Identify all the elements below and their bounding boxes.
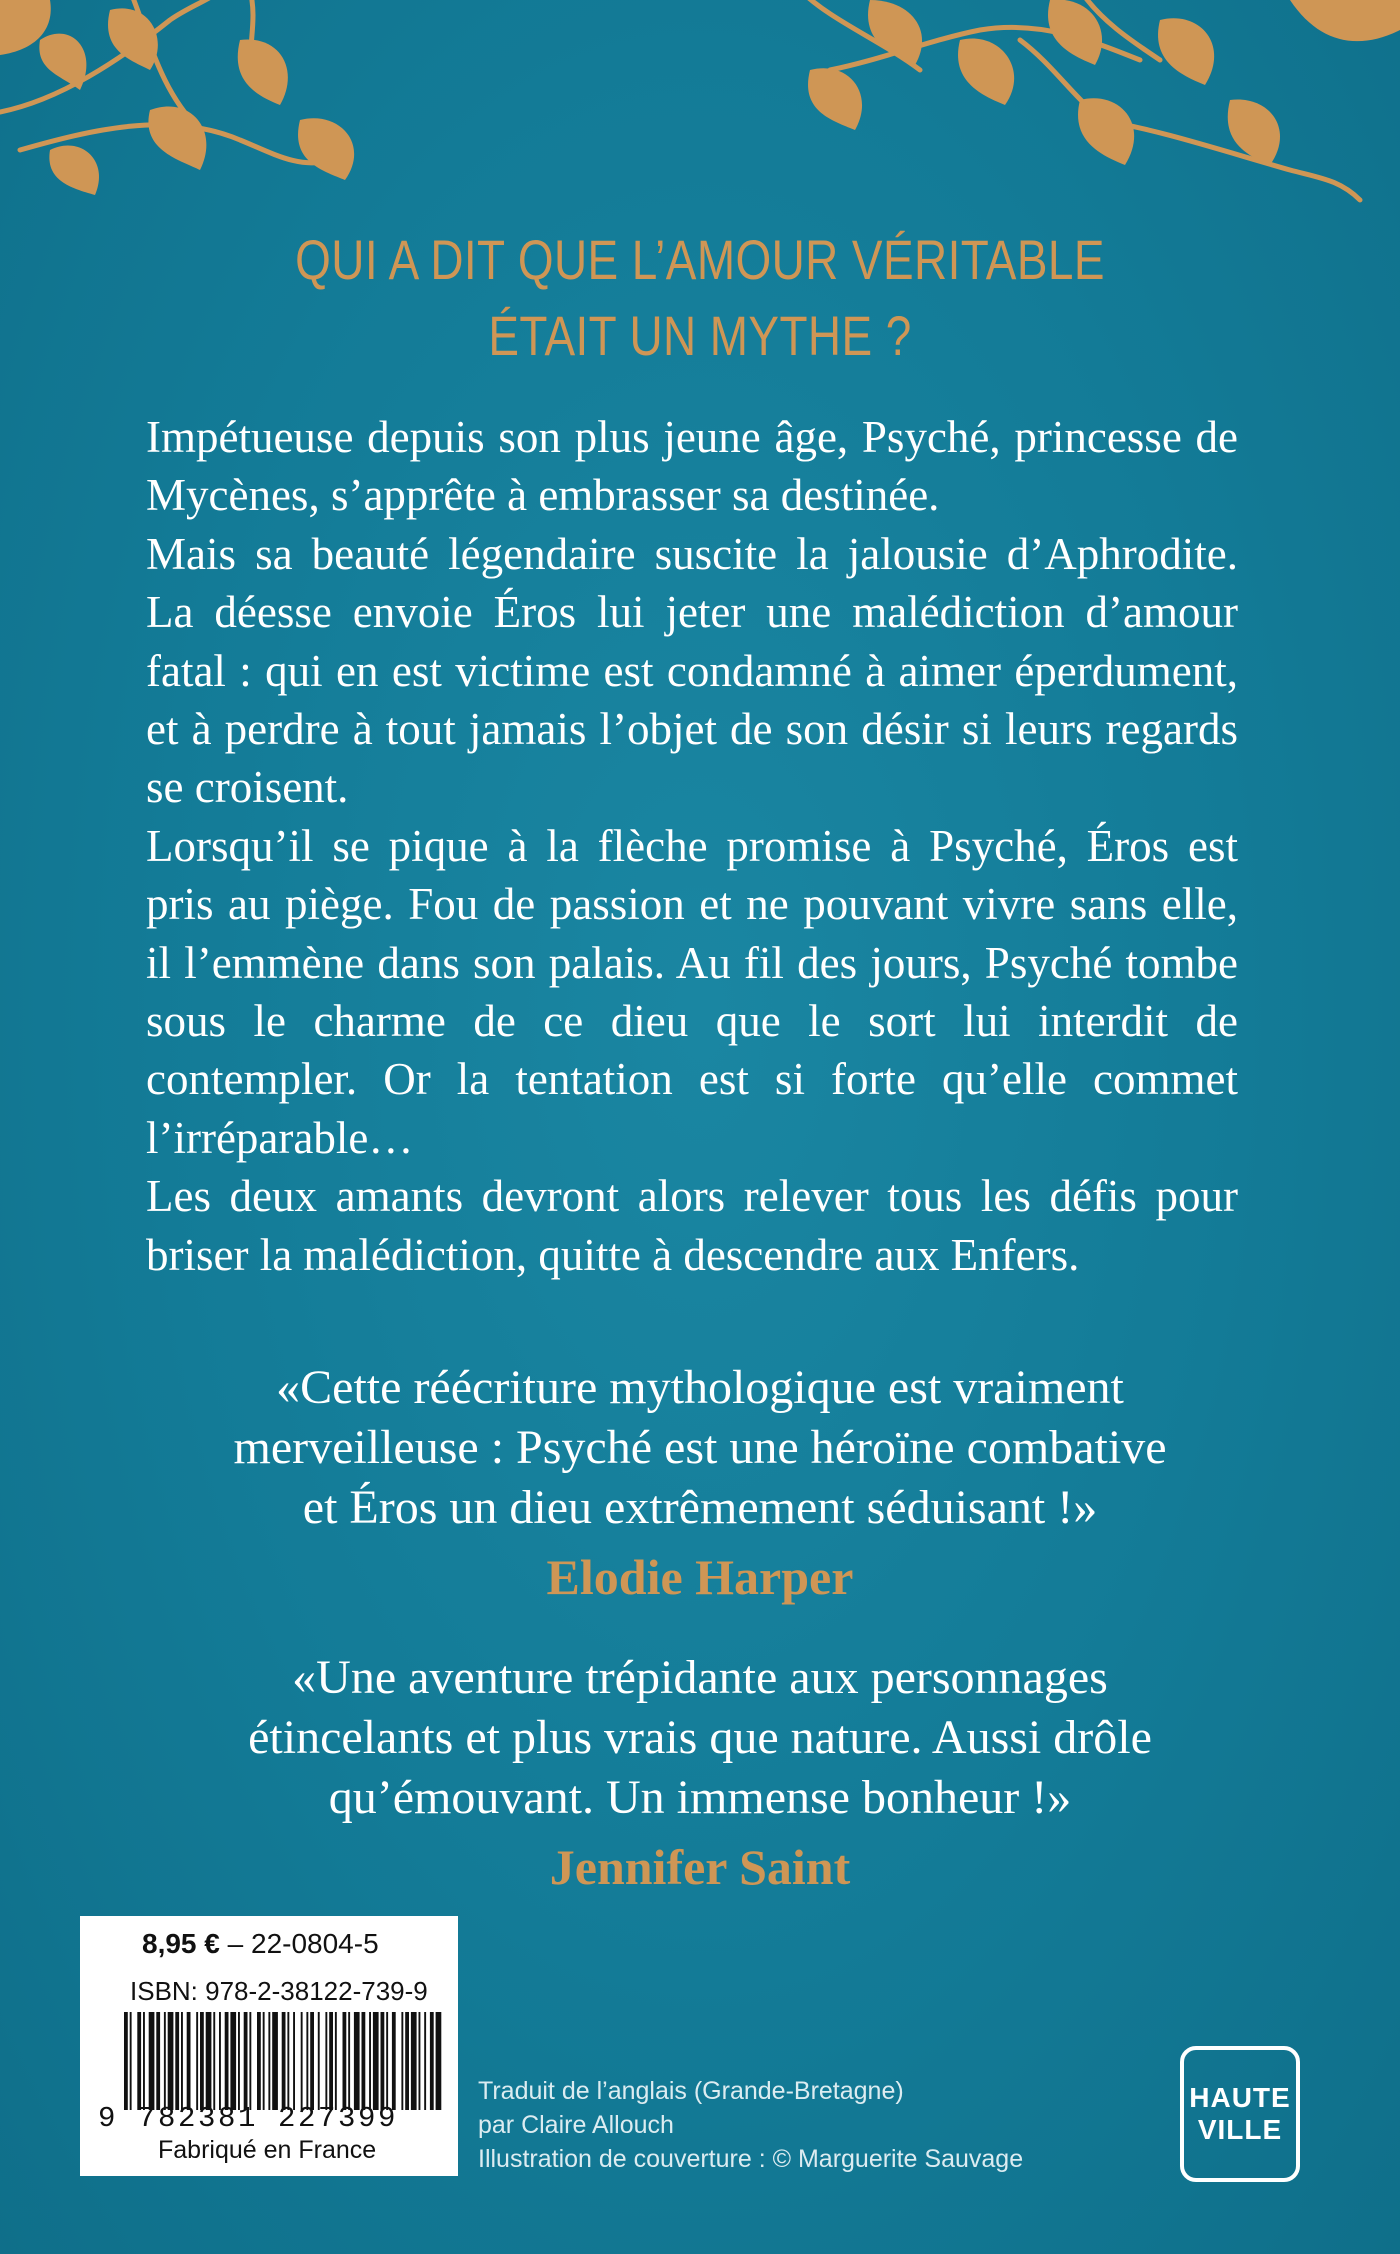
- barcode-bar: [213, 2012, 215, 2110]
- barcode-digits: 9 782381 227399: [98, 2102, 399, 2135]
- barcode-bar: [301, 2012, 303, 2110]
- barcode-bar: [238, 2012, 240, 2110]
- barcode-bar: [268, 2012, 270, 2110]
- barcode-bar: [436, 2012, 442, 2110]
- publisher-logo: [1180, 2046, 1300, 2182]
- barcode-bar: [348, 2012, 350, 2110]
- quote-line: «Une aventure trépidante aux personnages: [292, 1651, 1108, 1704]
- barcode-bar: [343, 2012, 347, 2110]
- blurb-paragraph: Les deux amants devront alors relever tous les défis pour briser la malédiction, quitte à descendre aux Enfers.: [146, 1171, 1238, 1280]
- review-quote-jennifer-saint: [0, 1648, 1400, 1902]
- logo-line-2: VILLE: [1197, 2114, 1283, 2145]
- blurb-paragraph: Mais sa beauté légendaire suscite la jalousie d’Aphrodite. La déesse envoie Éros lui jeter une malédiction d’amour fatal : qui en est victime est condamné à aimer éperdument, et à perdre à tout jamais l’objet de son désir si leurs regards se croisent.: [146, 528, 1238, 813]
- price-row: [142, 1928, 379, 1960]
- barcode-bar: [401, 2012, 403, 2110]
- barcode-bar: [335, 2012, 337, 2110]
- isbn-label: ISBN: 978-2-38122-739-9: [130, 1976, 428, 2006]
- barcode-bar: [287, 2012, 289, 2110]
- credit-line: Traduit de l’anglais (Grande-Bretagne): [478, 2077, 904, 2105]
- barcode-bar: [424, 2012, 426, 2110]
- barcode-bar: [196, 2012, 198, 2110]
- barcode-bar: [282, 2012, 286, 2110]
- barcode-bar: [175, 2012, 179, 2110]
- barcode-panel: [80, 1916, 458, 2176]
- barcode-bar: [373, 2012, 379, 2110]
- headline: [126, 222, 1274, 374]
- barcode-bar: [124, 2012, 128, 2110]
- barcode-bar: [181, 2012, 183, 2110]
- barcode-bar: [272, 2012, 278, 2110]
- barcode-bar: [130, 2012, 132, 2110]
- barcode-bar: [306, 2012, 308, 2110]
- barcode-bar: [200, 2012, 204, 2110]
- barcode-bar: [325, 2012, 327, 2110]
- logo-line-1: HAUTE: [1189, 2082, 1291, 2113]
- barcode-bar: [164, 2012, 166, 2110]
- quote-line: qu’émouvant. Un immense bonheur !»: [328, 1771, 1072, 1824]
- barcode-bar: [369, 2012, 371, 2110]
- barcode-bar: [310, 2012, 314, 2110]
- barcode-bar: [249, 2012, 251, 2110]
- barcode-bar: [244, 2012, 248, 2110]
- quote-line: merveilleuse : Psyché est une héroïne combative: [233, 1421, 1167, 1474]
- credit-line: Illustration de couverture : © Marguerite Sauvage: [478, 2145, 1024, 2173]
- credit-line: par Claire Allouch: [478, 2111, 674, 2139]
- barcode-bar: [381, 2012, 385, 2110]
- quote-line: et Éros un dieu extrêmement séduisant !»: [302, 1481, 1098, 1534]
- quote-author: Elodie Harper: [546, 1549, 854, 1605]
- barcode-bar: [386, 2012, 388, 2110]
- quote-line: étincelants et plus vrais que nature. Aussi drôle: [248, 1711, 1152, 1764]
- review-quote-elodie-harper: [0, 1358, 1400, 1612]
- barcode-bar: [405, 2012, 409, 2110]
- barcode-bar: [411, 2012, 417, 2110]
- barcode-bar: [362, 2012, 366, 2110]
- blurb-paragraph: Lorsqu’il se pique à la flèche promise à Psyché, Éros est pris au piège. Fou de passion et ne pouvant vivre sans elle, il l’emmène dans son palais. Au fil des jours, Psyché tombe sous le charme de ce dieu que le sort lui interdit de contempler. Or la tentation est si forte qu’elle commet l’irréparable…: [146, 820, 1238, 1163]
- barcode-bar: [257, 2012, 261, 2110]
- barcode-bar: [318, 2012, 320, 2110]
- price: 8,95 €: [142, 1928, 220, 1959]
- barcode-bar: [293, 2012, 295, 2110]
- barcode-bar: [354, 2012, 360, 2110]
- barcode-bar: [206, 2012, 212, 2110]
- headline-line-2: ÉTAIT UN MYTHE ?: [488, 304, 912, 367]
- barcode-bar: [329, 2012, 333, 2110]
- barcode-bars: [124, 2012, 442, 2110]
- product-code: – 22-0804-5: [219, 1928, 379, 1959]
- quote-author: Jennifer Saint: [549, 1839, 851, 1895]
- barcode-bar: [419, 2012, 421, 2110]
- barcode-bar: [156, 2012, 160, 2110]
- credits: [478, 2074, 1023, 2176]
- barcode-bar: [225, 2012, 229, 2110]
- barcode-bar: [219, 2012, 221, 2110]
- barcode-bar: [230, 2012, 236, 2110]
- barcode-bar: [137, 2012, 141, 2110]
- barcode-bar: [263, 2012, 265, 2110]
- ivy-vines-decoration: [0, 0, 1400, 230]
- made-in-label: Fabriqué en France: [158, 2136, 377, 2164]
- blurb-text: [146, 408, 1238, 1284]
- barcode-bar: [392, 2012, 396, 2110]
- barcode-bar: [430, 2012, 434, 2110]
- headline-line-1: QUI A DIT QUE L’AMOUR VÉRITABLE: [295, 228, 1105, 291]
- blurb-paragraph: Impétueuse depuis son plus jeune âge, Psyché, princesse de Mycènes, s’apprête à embrasser sa destinée.: [146, 412, 1238, 521]
- quote-line: «Cette réécriture mythologique est vraiment: [276, 1361, 1124, 1414]
- barcode-bar: [149, 2012, 155, 2110]
- barcode-bar: [187, 2012, 191, 2110]
- barcode-bar: [143, 2012, 145, 2110]
- barcode-bar: [168, 2012, 174, 2110]
